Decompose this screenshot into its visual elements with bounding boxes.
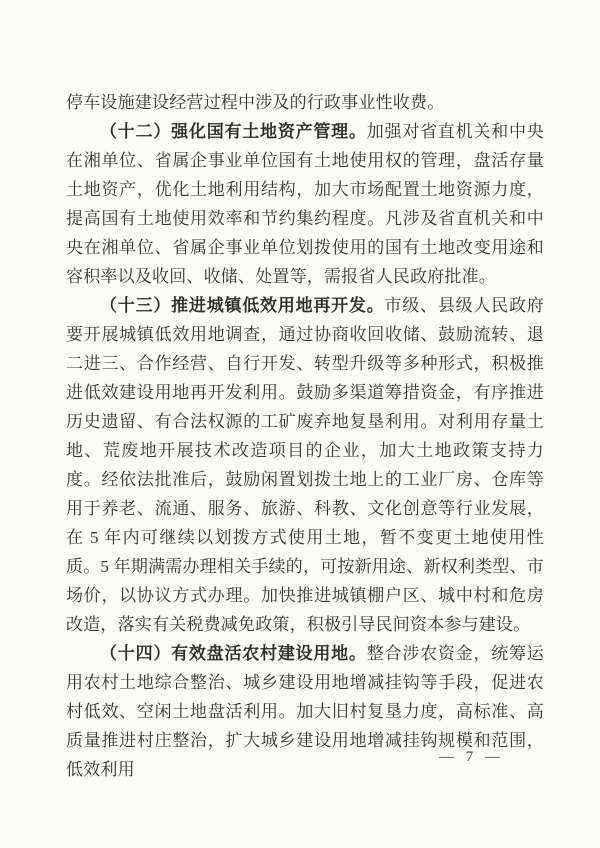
- document-body-text: [66, 88, 544, 784]
- paragraph-text: 加强对省直机关和中央在湘单位、省属企事业单位国有土地使用权的管理，盘活存量土地资产，优化土地利用结构，加大市场配置土地资源力度，提高国有土地使用效率和节约集约程度。凡涉及省直机关和中央在湘单位、省属企事业单位划拨使用的国有土地改变用途和容积率以及收回、收储、处置等，需报省人民政府批准。: [66, 122, 544, 286]
- paragraph-continuation: [66, 88, 544, 117]
- section-heading: （十四）有效盘活农村建设用地。: [100, 644, 367, 663]
- paragraph-section-12: [66, 117, 544, 291]
- paragraph-text: 停车设施建设经营过程中涉及的行政事业性收费。: [66, 93, 445, 112]
- paragraph-text: 市级、县级人民政府要开展城镇低效用地调查，通过协商收回收储、鼓励流转、退二进三、合作经营、自行开发、转型升级等多种形式，积极推进低效建设用地再开发利用。鼓励多渠道筹措资金，有序推进历史遗留、有合法权源的工矿废弃地复垦利用。对利用存量土地、荒废地开展技术改造项目的企业，加大土地政策支持力度。经依法批准后，鼓励闲置划拨土地上的工业厂房、仓库等用于养老、流通、服务、旅游、科教、文化创意等行业发展，在 5 年内可继续以划拨方式使用土地，暂不变更土地使用性质。5 年期满需办理相关手续的，可按新用途、新权利类型、市场价，以协议方式办理。加快推进城镇棚户区、城中村和危房改造，落实有关税费减免政策，积极引导民间资本参与建设。: [66, 296, 544, 634]
- section-heading: （十三）推进城镇低效用地再开发。: [100, 296, 385, 315]
- paragraph-text: 整合涉农资金，统筹运用农村土地综合整治、城乡建设用地增减挂钩等手段，促进农村低效、空闲土地盘活利用。加大旧村复垦力度，高标准、高质量推进村庄整治，扩大城乡建设用地增减挂钩规模和范围，低效利用: [66, 644, 544, 779]
- paragraph-section-13: [66, 291, 544, 639]
- section-heading: （十二）强化国有土地资产管理。: [100, 122, 367, 141]
- page-number: — 7 —: [439, 749, 504, 765]
